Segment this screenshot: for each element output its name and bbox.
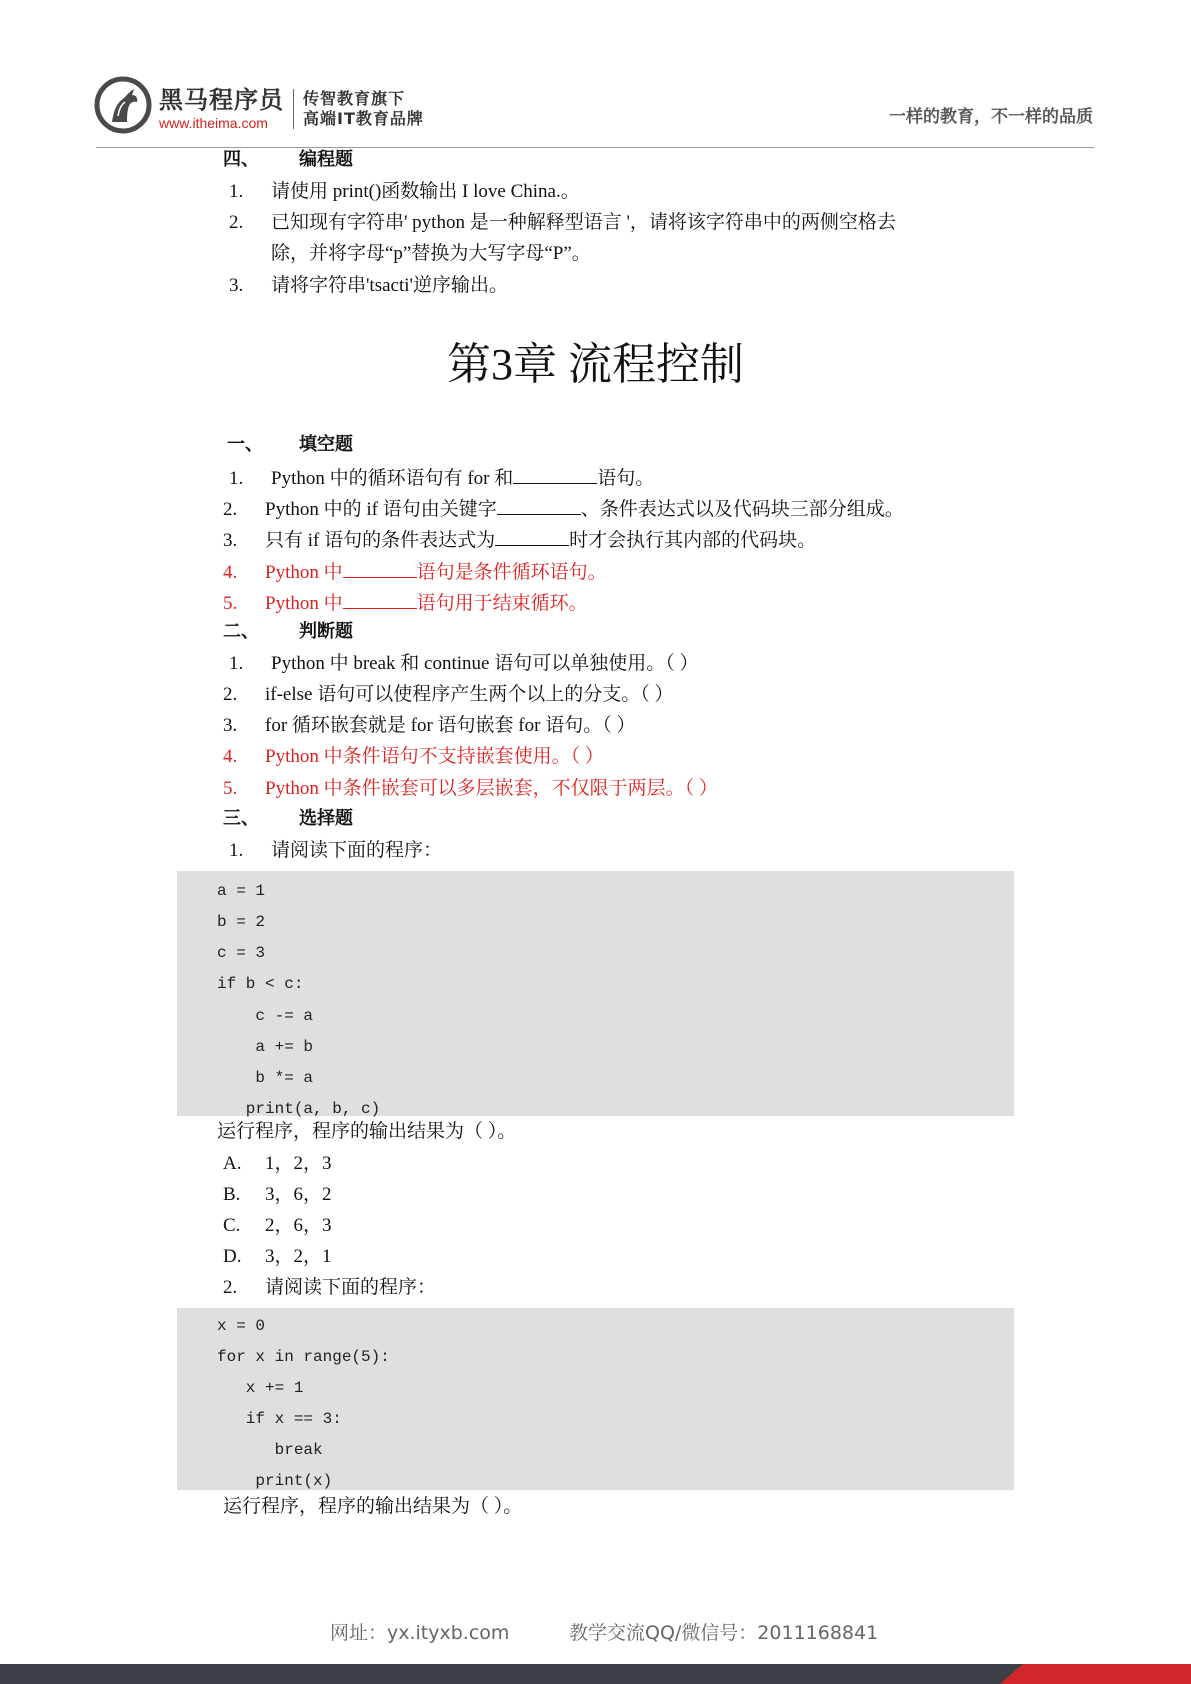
item-text: 已知现有字符串' python 是一种解释型语言 '，请将该字符串中的两侧空格去 (271, 212, 896, 233)
item-number: 3. (223, 530, 238, 551)
section-number: 三、 (223, 808, 259, 829)
answer-blank (513, 465, 597, 484)
item-text: Python 中的 if 语句由关键字 (265, 499, 497, 520)
item-text: 请阅读下面的程序： (271, 840, 443, 861)
answer-blank (343, 559, 417, 578)
item-text: if-else 语句可以使程序产生两个以上的分支。（ ） (265, 684, 674, 705)
item-text: Python 中的循环语句有 for 和 (271, 468, 514, 489)
item-text: 语句用于结束循环。 (416, 593, 588, 614)
item-number: 1. (229, 653, 244, 674)
code-line: if x == 3: (217, 1410, 342, 1428)
section-number: 二、 (223, 621, 259, 642)
list-item (223, 527, 816, 553)
code-block (177, 871, 1014, 1116)
footer-website: 网址：yx.ityxb.com (330, 1622, 510, 1644)
list-item (223, 496, 904, 522)
item-text-continuation: 除，并将字母“p”替换为大写字母“P”。 (271, 243, 591, 264)
answer-blank (343, 590, 417, 609)
question-prompt (223, 1276, 436, 1300)
answer-blank (495, 527, 569, 546)
question-text: 运行程序，程序的输出结果为（ ）。 (217, 1121, 517, 1142)
item-text: Python 中 break 和 continue 语句可以单独使用。（ ） (271, 653, 699, 674)
list-item (229, 180, 580, 204)
item-text: Python 中条件嵌套可以多层嵌套，不仅限于两层。（ ） (265, 778, 718, 799)
code-line: break (217, 1441, 323, 1459)
code-line: a = 1 (217, 882, 266, 900)
question-prompt (229, 839, 442, 863)
section-title: 判断题 (299, 621, 353, 642)
item-text: Python 中条件语句不支持嵌套使用。（ ） (265, 746, 604, 767)
item-number: 3. (229, 275, 244, 296)
list-item (223, 714, 635, 738)
item-text: Python 中 (265, 593, 343, 614)
item-number: 1. (229, 840, 244, 861)
option-text: 3，2，1 (265, 1246, 332, 1267)
item-number: 2. (229, 212, 244, 233)
item-number: 4. (223, 746, 238, 767)
section-heading-fill (227, 433, 353, 457)
item-number: 5. (223, 778, 238, 799)
item-number: 3. (223, 715, 238, 736)
code-line: b *= a (217, 1069, 314, 1087)
list-item (223, 777, 718, 801)
list-item (229, 274, 508, 298)
list-item (223, 559, 607, 585)
horse-logo-icon (94, 76, 152, 134)
item-number: 1. (229, 468, 244, 489)
code-line: print(x) (217, 1472, 333, 1490)
option-text: 3，6，2 (265, 1184, 332, 1205)
list-item (229, 465, 654, 491)
list-item (223, 683, 673, 707)
option-text: 2，6，3 (265, 1215, 332, 1236)
list-item (223, 745, 604, 769)
item-text: for 循环嵌套就是 for 语句嵌套 for 语句。（ ） (265, 715, 636, 736)
section-heading-judge (223, 620, 353, 644)
code-line: if b < c: (217, 975, 304, 993)
code-line: x = 0 (217, 1317, 266, 1335)
code-line: for x in range(5): (217, 1348, 390, 1366)
footer-contact: 教学交流QQ/微信号：2011168841 (569, 1622, 879, 1644)
header-slogan: 一样的教育，不一样的品质 (889, 107, 1093, 127)
brand-tagline: 高端IT教育品牌 (303, 109, 424, 128)
code-line: c = 3 (217, 944, 266, 962)
option-letter: D. (223, 1246, 242, 1267)
chapter-title: 第3章 流程控制 (447, 340, 744, 389)
item-number: 5. (223, 593, 238, 614)
code-line: c -= a (217, 1007, 314, 1025)
item-number: 2. (223, 684, 238, 705)
brand-name: 黑马程序员 (159, 86, 284, 114)
section-heading-programming (223, 148, 353, 172)
item-text: 请将字符串'tsacti'逆序输出。 (271, 275, 508, 296)
code-line: print(a, b, c) (217, 1100, 381, 1118)
section-title: 编程题 (299, 149, 353, 170)
code-line: a += b (217, 1038, 314, 1056)
list-item (229, 652, 698, 676)
answer-blank (497, 496, 581, 515)
item-number: 2. (223, 499, 238, 520)
item-text: 、条件表达式以及代码块三部分组成。 (580, 499, 904, 520)
item-text: 只有 if 语句的条件表达式为 (265, 530, 496, 551)
section-number: 四、 (223, 149, 259, 170)
option-item (223, 1183, 332, 1207)
item-text: 请使用 print()函数输出 I love China.。 (271, 181, 580, 202)
item-number: 4. (223, 562, 238, 583)
section-number: 一、 (227, 434, 263, 455)
list-item (229, 211, 896, 235)
footer-accent (1000, 1664, 1191, 1684)
item-text: Python 中 (265, 562, 343, 583)
brand-url: www.itheima.com (159, 115, 268, 131)
code-line: b = 2 (217, 913, 266, 931)
section-title: 填空题 (299, 434, 353, 455)
code-block (177, 1308, 1014, 1490)
list-item (223, 590, 588, 616)
option-text: 1，2，3 (265, 1153, 332, 1174)
option-letter: A. (223, 1153, 242, 1174)
item-number: 1. (229, 181, 244, 202)
question-text: 运行程序，程序的输出结果为（ ）。 (223, 1496, 523, 1517)
option-letter: B. (223, 1184, 241, 1205)
code-line: x += 1 (217, 1379, 304, 1397)
option-item (223, 1152, 332, 1176)
item-text: 语句。 (597, 468, 655, 489)
item-text: 时才会执行其内部的代码块。 (569, 530, 817, 551)
option-item (223, 1214, 332, 1238)
item-text: 请阅读下面的程序： (265, 1277, 437, 1298)
item-text: 语句是条件循环语句。 (416, 562, 607, 583)
option-item (223, 1245, 332, 1269)
item-number: 2. (223, 1277, 238, 1298)
section-heading-choice (223, 807, 353, 831)
option-letter: C. (223, 1215, 241, 1236)
section-title: 选择题 (299, 808, 353, 829)
brand-tagline: 传智教育旗下 (303, 89, 406, 108)
brand-divider (293, 89, 294, 129)
